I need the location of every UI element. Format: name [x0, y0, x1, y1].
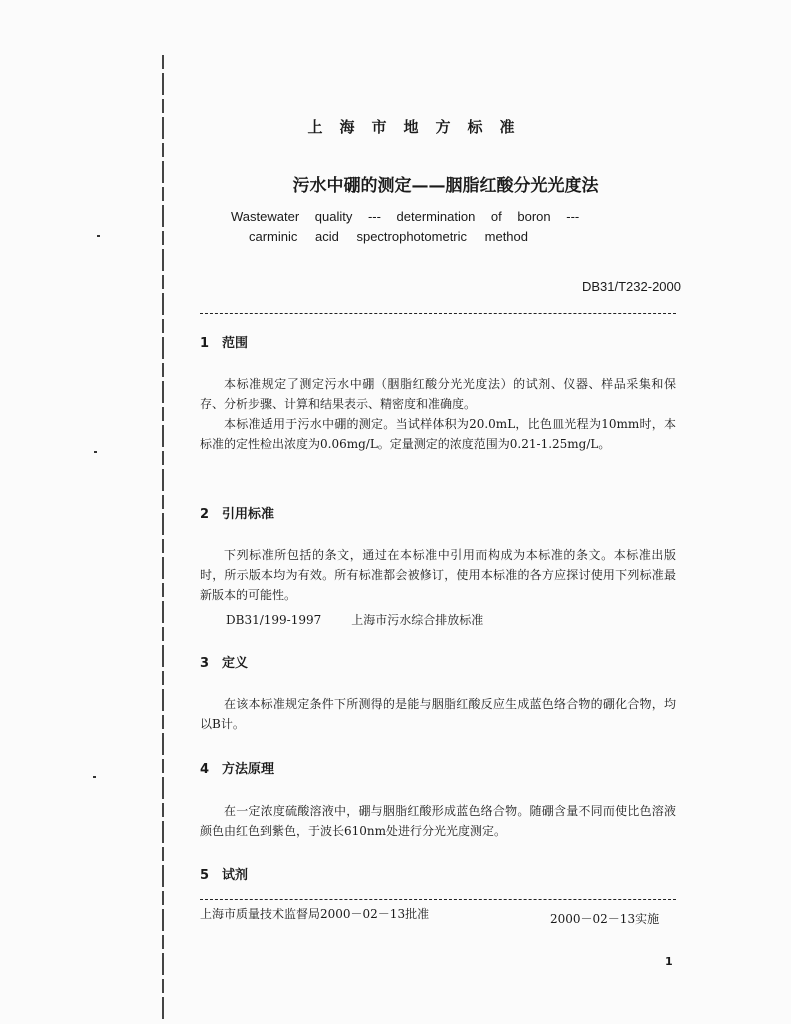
- page-number: 1: [665, 955, 673, 968]
- section-heading: [200, 758, 274, 777]
- section-title: 试剂: [222, 868, 249, 883]
- reference-name: 上海市污水综合排放标准: [351, 613, 484, 627]
- document-title: 污水中硼的测定——胭脂红酸分光光度法: [292, 176, 599, 196]
- binding-margin-line: [162, 55, 164, 1020]
- section-body: [200, 545, 676, 605]
- scan-speck: [94, 451, 97, 453]
- standard-code: DB31/T232-2000: [581, 279, 681, 294]
- reference-code: DB31/199-1997: [226, 613, 322, 627]
- paragraph: 本标准适用于污水中硼的测定。当试样体积为20.0mL，比色皿光程为10mm时，本标准的定性检出浓度为0.06mg/L。定量测定的浓度范围为0.21-1.25mg/L。: [200, 417, 676, 451]
- section-number: 2: [200, 507, 210, 522]
- header-divider: [200, 313, 676, 314]
- section-body: [200, 694, 676, 734]
- section-number: 4: [200, 762, 210, 777]
- section-title: 引用标准: [222, 507, 275, 522]
- title-english-line1: Wastewater quality --- determination of boron ---: [231, 209, 580, 224]
- title-english-line2: carminic acid spectrophotometric method: [249, 229, 528, 244]
- scan-speck: [97, 235, 100, 237]
- paragraph: 在一定浓度硫酸溶液中，硼与胭脂红酸形成蓝色络合物。随硼含量不同而使比色溶液颜色由红色到紫色，于波长610nm处进行分光光度测定。: [200, 804, 676, 838]
- scan-speck: [93, 776, 96, 778]
- paragraph: 本标准规定了测定污水中硼（胭脂红酸分光光度法）的试剂、仪器、样品采集和保存、分析步骤、计算和结果表示、精密度和准确度。: [200, 377, 676, 411]
- paragraph: 在该本标准规定条件下所测得的是能与胭脂红酸反应生成蓝色络合物的硼化合物，均以B计。: [200, 697, 676, 731]
- reference-entry: [226, 611, 483, 628]
- footer-divider: [200, 899, 676, 900]
- section-number: 3: [200, 656, 210, 671]
- section-title: 方法原理: [222, 762, 275, 777]
- section-heading: [200, 332, 248, 351]
- section-title: 范围: [222, 336, 249, 351]
- section-heading: [200, 864, 248, 883]
- implementation-date: 2000－02－13实施: [550, 912, 660, 926]
- section-body: [200, 801, 676, 841]
- section-heading: [200, 503, 274, 522]
- approval-note: 上海市质量技术监督局2000－02－13批准: [200, 907, 430, 921]
- section-number: 5: [200, 868, 210, 883]
- standard-org: 上海市地方标准: [307, 118, 532, 136]
- section-heading: [200, 652, 248, 671]
- section-number: 1: [200, 336, 210, 351]
- section-body: [200, 374, 676, 454]
- paragraph: 下列标准所包括的条文，通过在本标准中引用而构成为本标准的条文。本标准出版时，所示版本均为有效。所有标准都会被修订，使用本标准的各方应探讨使用下列标准最新版本的可能性。: [200, 548, 676, 602]
- section-title: 定义: [222, 656, 249, 671]
